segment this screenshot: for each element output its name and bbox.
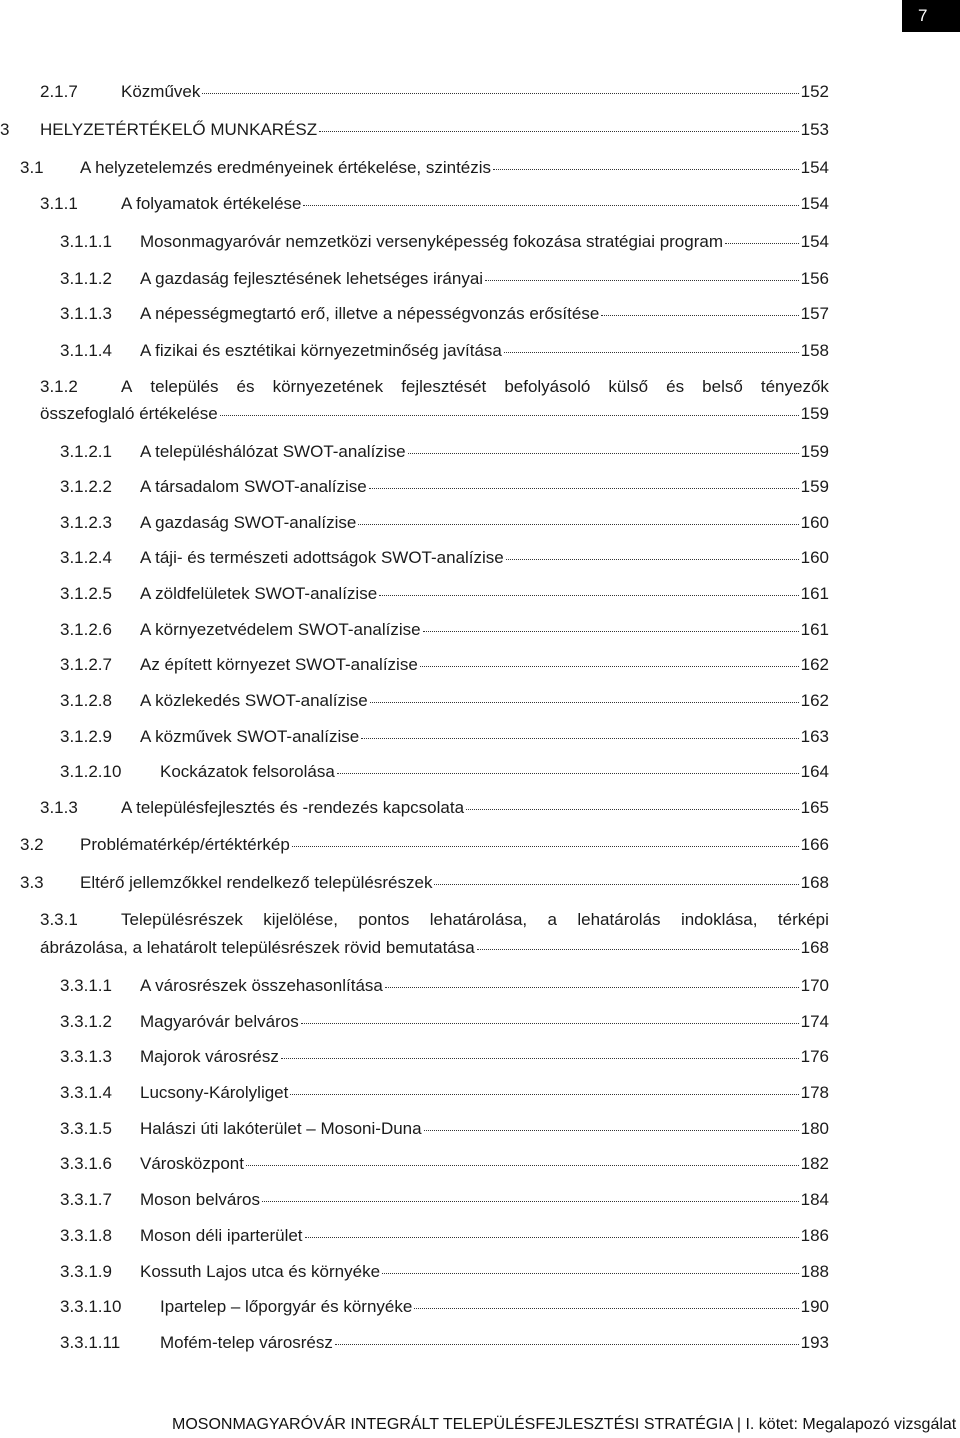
toc-entry[interactable]: [60, 618, 829, 642]
toc-entry-title: Moson belváros: [140, 1190, 261, 1209]
dot-leader: [477, 933, 799, 950]
dot-leader: [292, 830, 799, 847]
dot-leader: [420, 650, 799, 667]
toc-entry[interactable]: [60, 725, 829, 749]
toc-entry-number: 3.1.1.4: [60, 341, 112, 360]
toc-entry-page: 160: [800, 548, 829, 567]
toc-entry[interactable]: [60, 1152, 829, 1176]
toc-entry-title: A közlekedés SWOT-analízise: [140, 691, 368, 710]
toc-entry-page: 184: [800, 1190, 829, 1209]
toc-entry[interactable]: [60, 653, 829, 677]
toc-entry-page: 165: [800, 798, 829, 817]
dot-leader: [319, 115, 799, 132]
toc-entry-number: 3.3.1.4: [60, 1083, 112, 1102]
toc-entry-title: Lucsony-Károlyliget: [140, 1083, 289, 1102]
toc-entry-number: 3.3.1.7: [60, 1190, 112, 1209]
toc-entry[interactable]: [60, 511, 829, 535]
dot-leader: [466, 793, 799, 810]
dot-leader: [202, 77, 798, 94]
dot-leader: [408, 437, 799, 454]
toc-entry-number: 3.3.1.3: [60, 1047, 112, 1066]
toc-entry-number: 3.3.1.5: [60, 1119, 112, 1138]
toc-entry-title-line1: [121, 908, 829, 932]
toc-entry-page: 168: [800, 873, 829, 892]
toc-entry-page: 161: [800, 620, 829, 639]
title-word: környezetének: [272, 377, 384, 396]
toc-entry-number: 3.3.1.11: [60, 1333, 121, 1352]
toc-entry-number: 3.3.1: [40, 910, 78, 929]
dot-leader: [382, 1257, 799, 1274]
toc-entry-number: 3.1.2.5: [60, 584, 112, 603]
toc-entry[interactable]: [40, 796, 829, 820]
title-word: belső: [702, 377, 743, 396]
toc-entry-number: 3.1.2: [40, 377, 78, 396]
toc-entry-page: 154: [800, 158, 829, 177]
toc-entry-page: 176: [800, 1047, 829, 1066]
toc-entry-number: 3.1.2.10: [60, 762, 122, 781]
dot-leader: [337, 757, 799, 774]
toc-entry[interactable]: [60, 1260, 829, 1284]
toc-entry-number: 3.3.1.9: [60, 1262, 112, 1281]
toc-entry-title-line2: ábrázolása, a lehatárolt településrészek rövid bemutatása: [40, 938, 475, 957]
dot-leader: [262, 1185, 799, 1202]
toc-entry-page: 162: [800, 655, 829, 674]
dot-leader: [369, 472, 799, 489]
toc-entry-title: A társadalom SWOT-analízise: [140, 477, 367, 496]
toc-entry-number: 3.1.1: [40, 194, 78, 213]
title-word: lehatárolása,: [429, 910, 528, 929]
toc-entry[interactable]: [60, 1010, 829, 1034]
title-word: külső: [608, 377, 649, 396]
title-word: befolyásoló: [504, 377, 591, 396]
toc-entry-title: Magyaróvár belváros: [140, 1012, 299, 1031]
toc-entry[interactable]: [60, 1045, 829, 1069]
toc-entry-continuation[interactable]: [40, 936, 829, 960]
dot-leader: [385, 971, 799, 988]
title-word: és: [666, 377, 685, 396]
toc-entry-title: Eltérő jellemzőkkel rendelkező településrészek: [80, 873, 433, 892]
toc-entry-title: Moson déli iparterület: [140, 1226, 303, 1245]
toc-entry-number: 3.1.2.7: [60, 655, 112, 674]
toc-entry-page: 159: [800, 404, 829, 423]
toc-entry[interactable]: [60, 440, 829, 464]
toc-entry-page: 180: [800, 1119, 829, 1138]
toc-entry-title: A településhálózat SWOT-analízise: [140, 442, 406, 461]
toc-entry[interactable]: [40, 908, 829, 932]
toc-entry-title: Ipartelep – lőporgyár és környéke: [160, 1297, 413, 1316]
title-word: és: [236, 377, 255, 396]
toc-entry-number: 3.2: [20, 835, 44, 854]
toc-entry-number: 3.1.2.6: [60, 620, 112, 639]
toc-entry[interactable]: [60, 974, 829, 998]
toc-entry-number: 3.3.1.8: [60, 1226, 112, 1245]
toc-entry-number: 3.1.2.1: [60, 442, 112, 461]
dot-leader: [370, 686, 799, 703]
toc-entry-title-line2: összefoglaló értékelése: [40, 404, 218, 423]
toc-entry-title: Városközpont: [140, 1154, 244, 1173]
toc-entry[interactable]: [60, 230, 829, 254]
toc-entry-page: 182: [800, 1154, 829, 1173]
toc-entry-title: Mofém-telep városrész: [160, 1333, 333, 1352]
toc-entry-page: 188: [800, 1262, 829, 1281]
dot-leader: [414, 1292, 798, 1309]
toc-entry-title: Majorok városrész: [140, 1047, 279, 1066]
toc-entry[interactable]: [60, 1188, 829, 1212]
toc-entry-page: 153: [800, 120, 829, 139]
toc-entry-title: A gazdaság SWOT-analízise: [140, 513, 357, 532]
toc-entry[interactable]: [20, 833, 829, 857]
toc-entry-title: A táji- és természeti adottságok SWOT-analízise: [140, 548, 504, 567]
title-word: település: [150, 377, 219, 396]
title-word: Településrészek: [121, 910, 243, 929]
toc-entry-page: 162: [800, 691, 829, 710]
toc-entry-title: A környezetvédelem SWOT-analízise: [140, 620, 421, 639]
dot-leader: [493, 153, 799, 170]
title-word: indoklása,: [680, 910, 758, 929]
toc-entry-number: 3.1.1.3: [60, 304, 112, 323]
toc-entry[interactable]: [40, 375, 829, 399]
toc-entry-number: 3: [0, 120, 10, 139]
toc-entry[interactable]: [60, 302, 829, 326]
title-word: lehatárolás: [577, 910, 661, 929]
toc-entry[interactable]: [60, 582, 829, 606]
toc-entry-number: 3.3.1.10: [60, 1297, 122, 1316]
dot-leader: [434, 868, 798, 885]
toc-entry[interactable]: [60, 1331, 829, 1355]
toc-entry-page: 190: [800, 1297, 829, 1316]
toc-entry-title: Mosonmagyaróvár nemzetközi versenyképesség fokozása stratégiai program: [140, 232, 723, 251]
toc-entry[interactable]: [20, 156, 829, 180]
title-word: A: [121, 377, 133, 396]
toc-entry-number: 3.1.2.3: [60, 513, 112, 532]
dot-leader: [725, 227, 799, 244]
toc-entry-page: 158: [800, 341, 829, 360]
toc-entry[interactable]: [60, 1295, 829, 1319]
dot-leader: [305, 1221, 799, 1238]
toc-entry-page: 174: [800, 1012, 829, 1031]
toc-entry-title: A településfejlesztés és -rendezés kapcsolata: [121, 798, 465, 817]
toc-entry-number: 3.1.2.2: [60, 477, 112, 496]
toc-entry-page: 154: [800, 194, 829, 213]
toc-entry-page: 160: [800, 513, 829, 532]
dot-leader: [423, 615, 799, 632]
toc-entry[interactable]: [60, 475, 829, 499]
toc-entry[interactable]: [60, 1081, 829, 1105]
toc-entry-page: 170: [800, 976, 829, 995]
toc-entry-page: 159: [800, 442, 829, 461]
toc-entry-page: 157: [800, 304, 829, 323]
dot-leader: [303, 189, 798, 206]
toc-entry[interactable]: [60, 1117, 829, 1141]
toc-entry[interactable]: [60, 689, 829, 713]
toc-entry-title: A városrészek összehasonlítása: [140, 976, 383, 995]
toc-entry-page: 186: [800, 1226, 829, 1245]
dot-leader: [361, 722, 798, 739]
dot-leader: [335, 1328, 799, 1345]
toc-entry[interactable]: [20, 871, 829, 895]
toc-entry-page: 193: [800, 1333, 829, 1352]
title-word: térképi: [777, 910, 829, 929]
dot-leader: [290, 1078, 798, 1095]
toc-entry[interactable]: [60, 267, 829, 291]
toc-entry-page: 163: [800, 727, 829, 746]
dot-leader: [601, 299, 798, 316]
toc-entry-number: 3.3.1.6: [60, 1154, 112, 1173]
toc-entry-number: 3.1.1.1: [60, 232, 112, 251]
toc-entry-title: HELYZETÉRTÉKELŐ MUNKARÉSZ: [40, 120, 318, 139]
title-word: fejlesztését: [401, 377, 487, 396]
dot-leader: [246, 1149, 799, 1166]
toc-entry[interactable]: [40, 80, 829, 104]
dot-leader: [424, 1114, 799, 1131]
toc-entry-number: 3.1.2.9: [60, 727, 112, 746]
dot-leader: [379, 579, 798, 596]
toc-entry-page: 156: [800, 269, 829, 288]
toc-entry-title: A folyamatok értékelése: [121, 194, 302, 213]
title-word: a: [547, 910, 557, 929]
toc-entry-number: 3.1.2.8: [60, 691, 112, 710]
toc-entry-number: 3.1.2.4: [60, 548, 112, 567]
toc-entry-title: Problématérkép/értéktérkép: [80, 835, 290, 854]
page-footer: MOSONMAGYARÓVÁR INTEGRÁLT TELEPÜLÉSFEJLESZTÉSI STRATÉGIA | I. kötet: Megalapozó vizsgálat: [172, 1416, 957, 1433]
dot-leader: [281, 1042, 799, 1059]
toc-entry-title: Halászi úti lakóterület – Mosoni-Duna: [140, 1119, 422, 1138]
toc-entry-page: 166: [800, 835, 829, 854]
toc-entry-number: 3.3.1.2: [60, 1012, 112, 1031]
title-word: kijelölése,: [263, 910, 338, 929]
toc-entry-number: 3.1.1.2: [60, 269, 112, 288]
dot-leader: [301, 1007, 799, 1024]
toc-entry-title: A fizikai és esztétikai környezetminőség javítása: [140, 341, 502, 360]
dot-leader: [506, 543, 799, 560]
toc-entry-page: 152: [800, 82, 829, 101]
toc-entry-number: 3.3.1.1: [60, 976, 112, 995]
toc-entry-page: 154: [800, 232, 829, 251]
toc-entry-title: Kockázatok felsorolása: [160, 762, 335, 781]
toc-entry-page: 161: [800, 584, 829, 603]
toc-entry[interactable]: [40, 192, 829, 216]
toc-entry-continuation[interactable]: [40, 402, 829, 426]
dot-leader: [220, 399, 799, 416]
toc-entry[interactable]: [60, 1224, 829, 1248]
toc-entry-title: Az épített környezet SWOT-analízise: [140, 655, 418, 674]
toc-entry-title: A népességmegtartó erő, illetve a népességvonzás erősítése: [140, 304, 600, 323]
dot-leader: [504, 336, 799, 353]
toc-entry-number: 3.1.3: [40, 798, 78, 817]
toc-entry-page: 159: [800, 477, 829, 496]
dot-leader: [485, 264, 799, 281]
toc-entry-title-line1: [121, 375, 829, 399]
title-word: tényezők: [760, 377, 829, 396]
toc-entry-number: 2.1.7: [40, 82, 78, 101]
toc-entry-page: 164: [800, 762, 829, 781]
toc-entry-title: Közművek: [121, 82, 201, 101]
toc-entry[interactable]: [60, 760, 829, 784]
dot-leader: [358, 508, 798, 525]
toc-entry-title: Kossuth Lajos utca és környéke: [140, 1262, 381, 1281]
toc-entry-title: A gazdaság fejlesztésének lehetséges irányai: [140, 269, 484, 288]
toc-entry-number: 3.3: [20, 873, 44, 892]
toc-entry-page: 168: [800, 938, 829, 957]
toc-entry-title: A közművek SWOT-analízise: [140, 727, 360, 746]
toc-entry[interactable]: [0, 118, 829, 142]
toc-entry-title: A zöldfelületek SWOT-analízise: [140, 584, 378, 603]
toc-entry-title: A helyzetelemzés eredményeinek értékelése, szintézis: [80, 158, 492, 177]
toc-entry-number: 3.1: [20, 158, 44, 177]
toc-entry[interactable]: [60, 546, 829, 570]
page-number-badge: 7: [902, 0, 960, 32]
toc-entry-page: 178: [800, 1083, 829, 1102]
title-word: pontos: [358, 910, 410, 929]
toc-entry[interactable]: [60, 339, 829, 363]
